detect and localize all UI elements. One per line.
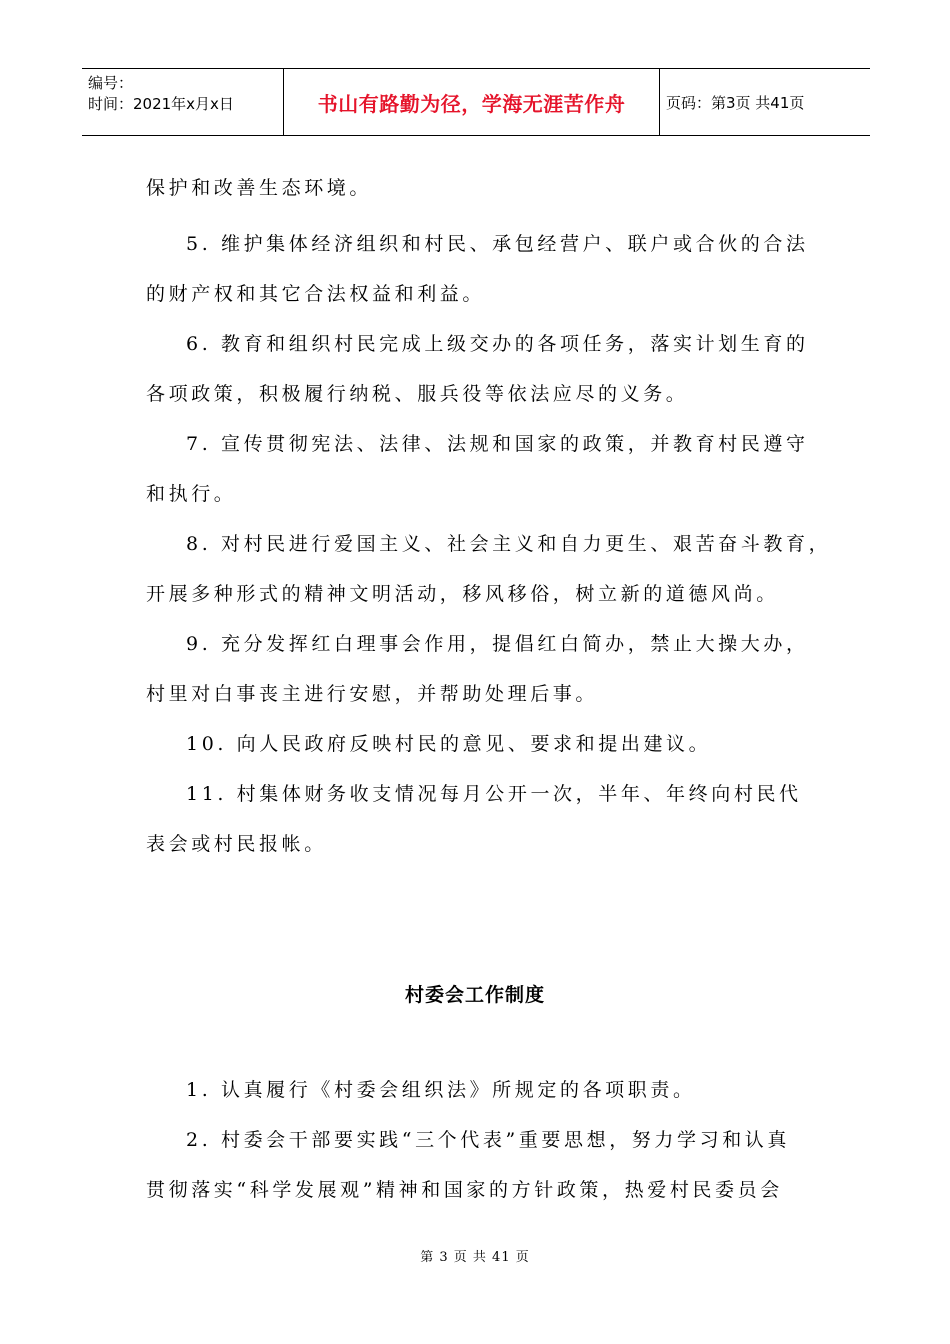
paragraph-line: 的财产权和其它合法权益和利益。 [146, 283, 486, 305]
paragraph-line: 10. 向人民政府反映村民的意见、要求和提出建议。 [186, 733, 712, 755]
paragraph-line: 保护和改善生态环境。 [146, 177, 373, 199]
section-body [146, 1078, 806, 1202]
paragraph-line: 6. 教育和组织村民完成上级交办的各项任务，落实计划生育的 [186, 333, 809, 355]
paragraph-line: 村里对白事丧主进行安慰，并帮助处理后事。 [146, 683, 599, 705]
paragraph-line: 5. 维护集体经济组织和村民、承包经营户、联户或合伙的合法 [186, 233, 809, 255]
page-footer: 第 3 页 共 41 页 [420, 1250, 530, 1265]
section-title: 村委会工作制度 [404, 984, 545, 1006]
header-page-info: 页码：第3页 共41页 [666, 93, 805, 112]
document-date: 时间：2021年x月x日 [88, 95, 234, 113]
paragraph-line: 1. 认真履行《村委会组织法》所规定的各项职责。 [186, 1079, 696, 1101]
page-header [82, 68, 870, 136]
paragraph-line: 表会或村民报帐。 [146, 833, 327, 855]
paragraph-line: 贯彻落实“科学发展观”精神和国家的方针政策，热爱村民委员会 [146, 1179, 783, 1201]
paragraph-line: 8. 对村民进行爱国主义、社会主义和自力更生、艰苦奋斗教育， [186, 533, 832, 555]
paragraph-line: 和执行。 [146, 483, 237, 505]
paragraph-line: 7. 宣传贯彻宪法、法律、法规和国家的政策，并教育村民遵守 [186, 433, 809, 455]
document-number: 编号： [88, 74, 134, 92]
paragraph-line: 9. 充分发挥红白理事会作用，提倡红白简办，禁止大操大办， [186, 633, 809, 655]
header-slogan: 书山有路勤为径，学海无涯苦作舟 [284, 69, 660, 135]
header-meta [82, 69, 284, 135]
paragraph-line: 2. 村委会干部要实践“三个代表”重要思想，努力学习和认真 [186, 1129, 790, 1151]
paragraph-line: 开展多种形式的精神文明活动，移风移俗，树立新的道德风尚。 [146, 583, 779, 605]
body-text [146, 176, 832, 856]
paragraph-line: 各项政策，积极履行纳税、服兵役等依法应尽的义务。 [146, 383, 689, 405]
paragraph-line: 11. 村集体财务收支情况每月公开一次，半年、年终向村民代 [186, 783, 802, 805]
